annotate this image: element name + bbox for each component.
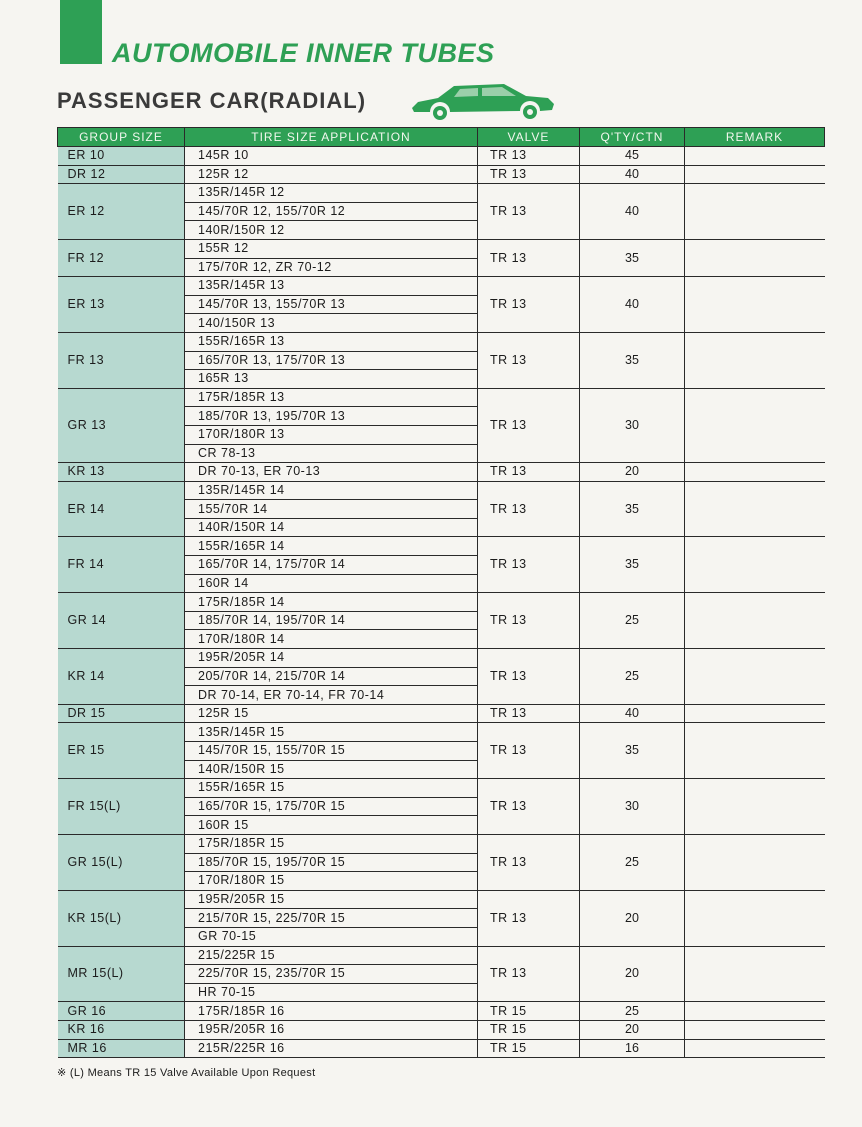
group-size-cell: KR 16 bbox=[58, 1020, 185, 1039]
remark-cell bbox=[685, 277, 825, 333]
table-row bbox=[58, 1020, 825, 1039]
tire-size-cell: 225/70R 15, 235/70R 15 bbox=[185, 965, 478, 984]
valve-cell: TR 13 bbox=[478, 165, 580, 184]
table-row bbox=[58, 537, 825, 556]
table-row bbox=[58, 184, 825, 203]
table-row bbox=[58, 704, 825, 723]
table-row bbox=[58, 481, 825, 500]
valve-cell: TR 13 bbox=[478, 481, 580, 537]
remark-cell bbox=[685, 704, 825, 723]
tire-size-cell: 145/70R 13, 155/70R 13 bbox=[185, 295, 478, 314]
table-row bbox=[58, 1002, 825, 1021]
table-row bbox=[58, 147, 825, 166]
valve-cell: TR 13 bbox=[478, 239, 580, 276]
valve-cell: TR 13 bbox=[478, 946, 580, 1002]
tire-size-cell: 215/225R 15 bbox=[185, 946, 478, 965]
valve-cell: TR 13 bbox=[478, 463, 580, 482]
valve-cell: TR 13 bbox=[478, 704, 580, 723]
valve-cell: TR 13 bbox=[478, 537, 580, 593]
table-row bbox=[58, 649, 825, 668]
group-size-cell: ER 15 bbox=[58, 723, 185, 779]
tire-size-cell: 175R/185R 13 bbox=[185, 388, 478, 407]
table-row bbox=[58, 834, 825, 853]
qty-cell: 30 bbox=[580, 779, 685, 835]
qty-cell: 20 bbox=[580, 1020, 685, 1039]
valve-cell: TR 15 bbox=[478, 1002, 580, 1021]
tire-size-cell: HR 70-15 bbox=[185, 983, 478, 1002]
table-row bbox=[58, 723, 825, 742]
qty-cell: 40 bbox=[580, 704, 685, 723]
remark-cell bbox=[685, 165, 825, 184]
remark-cell bbox=[685, 1002, 825, 1021]
valve-cell: TR 13 bbox=[478, 277, 580, 333]
group-size-cell: ER 10 bbox=[58, 147, 185, 166]
valve-cell: TR 13 bbox=[478, 890, 580, 946]
column-header-tire-size: TIRE SIZE APPLICATION bbox=[185, 128, 478, 147]
table-body bbox=[58, 147, 825, 1058]
tire-size-cell: 170R/180R 13 bbox=[185, 425, 478, 444]
qty-cell: 25 bbox=[580, 593, 685, 649]
tire-size-cell: 145/70R 15, 155/70R 15 bbox=[185, 742, 478, 761]
group-size-cell: MR 15(L) bbox=[58, 946, 185, 1002]
tire-size-cell: 175R/185R 16 bbox=[185, 1002, 478, 1021]
tire-size-cell: 195R/205R 16 bbox=[185, 1020, 478, 1039]
remark-cell bbox=[685, 463, 825, 482]
valve-cell: TR 13 bbox=[478, 184, 580, 240]
tire-size-cell: 140R/150R 14 bbox=[185, 518, 478, 537]
qty-cell: 16 bbox=[580, 1039, 685, 1058]
remark-cell bbox=[685, 946, 825, 1002]
qty-cell: 45 bbox=[580, 147, 685, 166]
tire-size-cell: 140R/150R 12 bbox=[185, 221, 478, 240]
tire-size-cell: GR 70-15 bbox=[185, 927, 478, 946]
group-size-cell: GR 15(L) bbox=[58, 834, 185, 890]
qty-cell: 25 bbox=[580, 834, 685, 890]
group-size-cell: GR 14 bbox=[58, 593, 185, 649]
table-row bbox=[58, 463, 825, 482]
group-size-cell: ER 14 bbox=[58, 481, 185, 537]
remark-cell bbox=[685, 239, 825, 276]
tire-size-cell: 165/70R 13, 175/70R 13 bbox=[185, 351, 478, 370]
tire-size-cell: 215/70R 15, 225/70R 15 bbox=[185, 909, 478, 928]
group-size-cell: ER 13 bbox=[58, 277, 185, 333]
group-size-cell: DR 12 bbox=[58, 165, 185, 184]
remark-cell bbox=[685, 147, 825, 166]
table-row bbox=[58, 946, 825, 965]
qty-cell: 35 bbox=[580, 537, 685, 593]
qty-cell: 35 bbox=[580, 481, 685, 537]
tire-size-cell: 135R/145R 13 bbox=[185, 277, 478, 296]
valve-cell: TR 13 bbox=[478, 593, 580, 649]
qty-cell: 35 bbox=[580, 723, 685, 779]
valve-cell: TR 13 bbox=[478, 649, 580, 705]
valve-cell: TR 15 bbox=[478, 1020, 580, 1039]
tire-size-cell: 140R/150R 15 bbox=[185, 760, 478, 779]
remark-cell bbox=[685, 388, 825, 462]
remark-cell bbox=[685, 890, 825, 946]
table-row bbox=[58, 332, 825, 351]
tire-size-cell: 135R/145R 15 bbox=[185, 723, 478, 742]
group-size-cell: KR 14 bbox=[58, 649, 185, 705]
tire-size-cell: 155R/165R 14 bbox=[185, 537, 478, 556]
tire-size-cell: 170R/180R 14 bbox=[185, 630, 478, 649]
qty-cell: 20 bbox=[580, 890, 685, 946]
remark-cell bbox=[685, 332, 825, 388]
tire-size-cell: 195R/205R 14 bbox=[185, 649, 478, 668]
valve-cell: TR 13 bbox=[478, 332, 580, 388]
remark-cell bbox=[685, 1020, 825, 1039]
qty-cell: 40 bbox=[580, 277, 685, 333]
remark-cell bbox=[685, 537, 825, 593]
tire-size-cell: 155/70R 14 bbox=[185, 500, 478, 519]
qty-cell: 35 bbox=[580, 332, 685, 388]
tire-size-cell: 135R/145R 12 bbox=[185, 184, 478, 203]
inner-tube-table-container bbox=[57, 127, 824, 1058]
table-row bbox=[58, 779, 825, 798]
tire-size-cell: CR 78-13 bbox=[185, 444, 478, 463]
group-size-cell: KR 13 bbox=[58, 463, 185, 482]
tire-size-cell: 145R 10 bbox=[185, 147, 478, 166]
tire-size-cell: 175/70R 12, ZR 70-12 bbox=[185, 258, 478, 277]
car-icon bbox=[408, 82, 556, 122]
tire-size-cell: 155R/165R 15 bbox=[185, 779, 478, 798]
tire-size-cell: 185/70R 13, 195/70R 13 bbox=[185, 407, 478, 426]
column-header-group-size: GROUP SIZE bbox=[58, 128, 185, 147]
qty-cell: 25 bbox=[580, 649, 685, 705]
footnote: ※ (L) Means TR 15 Valve Available Upon Request bbox=[57, 1067, 316, 1079]
group-size-cell: FR 12 bbox=[58, 239, 185, 276]
tire-size-cell: DR 70-14, ER 70-14, FR 70-14 bbox=[185, 686, 478, 705]
column-header-remark: REMARK bbox=[685, 128, 825, 147]
group-size-cell: ER 12 bbox=[58, 184, 185, 240]
qty-cell: 40 bbox=[580, 165, 685, 184]
column-header-valve: VALVE bbox=[478, 128, 580, 147]
tire-size-cell: 160R 15 bbox=[185, 816, 478, 835]
tire-size-cell: 140/150R 13 bbox=[185, 314, 478, 333]
column-header-qty: Q'TY/CTN bbox=[580, 128, 685, 147]
tire-size-cell: 185/70R 15, 195/70R 15 bbox=[185, 853, 478, 872]
tire-size-cell: 175R/185R 14 bbox=[185, 593, 478, 612]
tire-size-cell: 165R 13 bbox=[185, 370, 478, 389]
qty-cell: 35 bbox=[580, 239, 685, 276]
tire-size-cell: 155R/165R 13 bbox=[185, 332, 478, 351]
qty-cell: 25 bbox=[580, 1002, 685, 1021]
page-title: AUTOMOBILE INNER TUBES bbox=[112, 38, 495, 68]
valve-cell: TR 13 bbox=[478, 834, 580, 890]
valve-cell: TR 13 bbox=[478, 723, 580, 779]
table-row bbox=[58, 1039, 825, 1058]
table-row bbox=[58, 277, 825, 296]
tire-size-cell: 170R/180R 15 bbox=[185, 872, 478, 891]
table-row bbox=[58, 890, 825, 909]
section-subtitle: PASSENGER CAR(RADIAL) bbox=[57, 88, 367, 113]
tire-size-cell: 160R 14 bbox=[185, 574, 478, 593]
brand-block bbox=[60, 0, 102, 64]
tire-size-cell: 155R 12 bbox=[185, 239, 478, 258]
remark-cell bbox=[685, 723, 825, 779]
group-size-cell: GR 13 bbox=[58, 388, 185, 462]
tire-size-cell: 175R/185R 15 bbox=[185, 834, 478, 853]
remark-cell bbox=[685, 1039, 825, 1058]
tire-size-cell: 195R/205R 15 bbox=[185, 890, 478, 909]
table-header-row bbox=[58, 128, 825, 147]
remark-cell bbox=[685, 649, 825, 705]
group-size-cell: GR 16 bbox=[58, 1002, 185, 1021]
tire-size-cell: DR 70-13, ER 70-13 bbox=[185, 463, 478, 482]
qty-cell: 40 bbox=[580, 184, 685, 240]
qty-cell: 30 bbox=[580, 388, 685, 462]
group-size-cell: KR 15(L) bbox=[58, 890, 185, 946]
tire-size-cell: 185/70R 14, 195/70R 14 bbox=[185, 611, 478, 630]
tire-size-cell: 125R 12 bbox=[185, 165, 478, 184]
remark-cell bbox=[685, 481, 825, 537]
remark-cell bbox=[685, 593, 825, 649]
tire-size-cell: 135R/145R 14 bbox=[185, 481, 478, 500]
tire-size-cell: 165/70R 15, 175/70R 15 bbox=[185, 797, 478, 816]
table-row bbox=[58, 593, 825, 612]
remark-cell bbox=[685, 834, 825, 890]
tire-size-cell: 165/70R 14, 175/70R 14 bbox=[185, 556, 478, 575]
table-row bbox=[58, 388, 825, 407]
group-size-cell: FR 15(L) bbox=[58, 779, 185, 835]
group-size-cell: FR 14 bbox=[58, 537, 185, 593]
group-size-cell: FR 13 bbox=[58, 332, 185, 388]
tire-size-cell: 145/70R 12, 155/70R 12 bbox=[185, 202, 478, 221]
table-row bbox=[58, 165, 825, 184]
valve-cell: TR 13 bbox=[478, 779, 580, 835]
valve-cell: TR 15 bbox=[478, 1039, 580, 1058]
group-size-cell: DR 15 bbox=[58, 704, 185, 723]
qty-cell: 20 bbox=[580, 463, 685, 482]
tire-size-cell: 125R 15 bbox=[185, 704, 478, 723]
valve-cell: TR 13 bbox=[478, 388, 580, 462]
tire-size-cell: 215R/225R 16 bbox=[185, 1039, 478, 1058]
qty-cell: 20 bbox=[580, 946, 685, 1002]
remark-cell bbox=[685, 779, 825, 835]
group-size-cell: MR 16 bbox=[58, 1039, 185, 1058]
tire-size-cell: 205/70R 14, 215/70R 14 bbox=[185, 667, 478, 686]
table-row bbox=[58, 239, 825, 258]
remark-cell bbox=[685, 184, 825, 240]
valve-cell: TR 13 bbox=[478, 147, 580, 166]
inner-tube-table bbox=[57, 127, 825, 1058]
